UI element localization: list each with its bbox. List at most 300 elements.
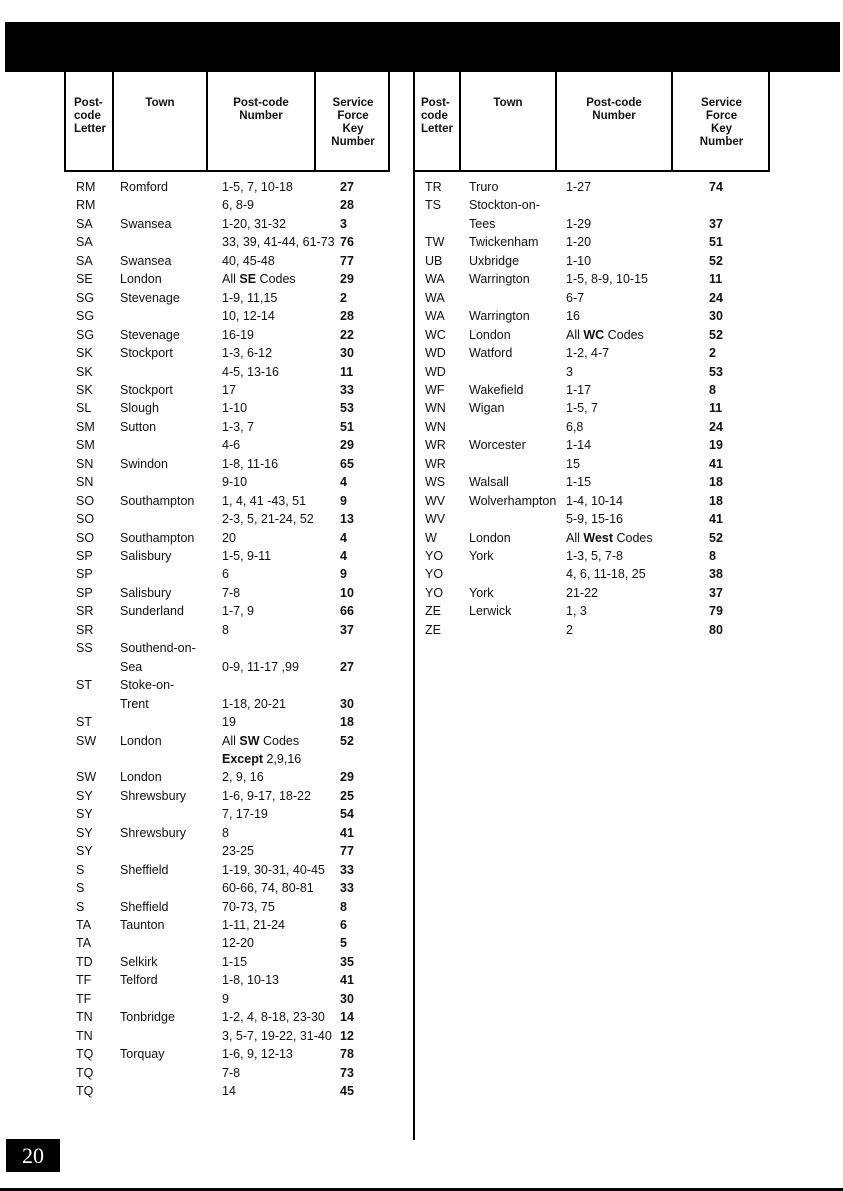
town: Sheffield [120,862,169,877]
service-force-key: 79 [709,604,723,619]
table-row [0,473,843,491]
postcode-number: 2, 9, 16 [222,770,264,785]
table-row [0,1045,843,1063]
postcode-number: 1-15 [222,954,248,969]
postcode-letter: S [76,881,85,896]
top-black-bar [5,22,840,72]
table-row [0,879,843,897]
postcode-letter: SW [76,770,97,785]
postcode-number: 1-3, 5, 7-8 [566,549,623,563]
town: Stockton-on- [469,198,540,213]
service-force-key: 14 [340,1010,354,1025]
postcode-letter: SS [76,641,93,656]
town: Selkirk [120,954,158,969]
postcode-number: 1-5, 7, 10-18 [222,180,293,194]
town: London [120,770,162,785]
postcode-letter: WC [425,327,446,342]
service-force-key: 41 [709,456,723,471]
postcode-number: 0-9, 11-17 ,99 [222,659,299,674]
table-row [0,695,843,713]
postcode-number: 1-20 [566,235,592,250]
service-force-key: 12 [340,1028,354,1043]
postcode-letter: SY [76,807,93,822]
postcode-number: 12-20 [222,936,254,951]
service-force-key: 53 [340,401,354,416]
postcode-number: 1-2, 4-7 [566,346,610,361]
town: Stockport [120,382,173,397]
page-number: 20 [6,1139,60,1172]
town: Shrewsbury [120,788,186,803]
postcode-number: 40, 45-48 [222,253,275,268]
postcode-number-suffix: Codes [613,530,653,545]
table-row [0,1064,843,1082]
town: Southend-on- [120,641,196,656]
postcode-letter: TA [76,936,92,951]
postcode-number-suffix: Codes [256,272,296,287]
postcode-number-prefix: All [222,733,240,748]
postcode-number: 15 [566,456,580,471]
service-force-key: 18 [340,715,354,730]
postcode-number: 1-7, 9 [222,604,254,619]
header-postcode-letter: Post- code Letter [421,97,453,135]
table-row [0,215,843,233]
postcode-number: 4, 6, 11-18, 25 [566,567,646,582]
postcode-number: 8 [222,825,229,840]
postcode-letter: TR [425,180,442,194]
table-row [0,565,843,583]
postcode-number: 3, 5-7, 19-22, 31-40 [222,1028,332,1043]
town: Stockport [120,346,173,361]
service-force-key: 4 [340,549,347,563]
service-force-key: 77 [340,844,354,859]
service-force-key: 45 [340,1084,354,1099]
table-row [0,178,843,196]
table-row [0,492,843,510]
town: Warrington [469,272,530,287]
table-row [0,805,843,823]
postcode-letter: SP [76,585,93,600]
town: Wakefield [469,382,524,397]
postcode-letter: YO [425,585,444,600]
postcode-letter: S [76,899,85,914]
service-force-key: 24 [709,290,723,305]
service-force-key: 54 [340,807,354,822]
postcode-letter: ZE [425,604,441,619]
table-row [0,621,843,639]
postcode-number: 6,8 [566,419,584,434]
table-row [0,787,843,805]
postcode-letter: SG [76,290,95,305]
postcode-letter: ST [76,678,92,693]
town: Lerwick [469,604,512,619]
postcode-number: 60-66, 74, 80-81 [222,881,314,896]
table-row [0,196,843,214]
postcode-number: 1-5, 7 [566,401,598,416]
service-force-key: 11 [340,364,354,379]
postcode-number: 8 [222,622,229,637]
service-force-key: 29 [340,770,354,785]
postcode-number [566,326,644,344]
postcode-number: 1-6, 9-17, 18-22 [222,788,311,803]
postcode-letter: SM [76,419,95,434]
postcode-number: 1-4, 10-14 [566,493,623,508]
postcode-number: 70-73, 75 [222,899,275,914]
header-service-force-key: Service Force Key Number [314,72,390,170]
service-force-key: 51 [340,419,354,434]
postcode-number: 19 [222,715,236,730]
postcode-number: 6, 8-9 [222,198,254,213]
service-force-key: 22 [340,327,354,342]
postcode-number: 1-5, 9-11 [222,549,272,563]
service-force-key: 53 [709,364,723,379]
town: Watford [469,346,513,361]
service-force-key: 29 [340,438,354,453]
service-force-key: 52 [709,253,723,268]
town: Warrington [469,309,530,324]
postcode-number: 1-6, 9, 12-13 [222,1047,293,1062]
service-force-key: 41 [340,825,354,840]
postcode-letter: WN [425,419,446,434]
postcode-letter: WD [425,364,446,379]
postcode-letter: W [425,530,437,545]
service-force-key: 30 [340,346,354,361]
service-force-key: 37 [340,622,354,637]
table-header-right [413,72,770,172]
table-row [0,399,843,417]
postcode-letter: SL [76,401,92,416]
service-force-key: 33 [340,382,354,397]
service-force-key: 77 [340,253,354,268]
town: Tonbridge [120,1010,175,1025]
service-force-key: 2 [340,290,347,305]
service-force-key: 29 [340,272,354,287]
postcode-letter: SK [76,382,93,397]
postcode-letter: SK [76,346,93,361]
postcode-number: 20 [222,530,236,545]
postcode-letter: TQ [76,1084,94,1099]
service-force-key: 78 [340,1047,354,1062]
postcode-number [222,732,299,750]
town: Sunderland [120,604,184,619]
postcode-number: 1-8, 10-13 [222,973,279,988]
postcode-number: 1-27 [566,180,592,194]
table-row [0,1082,843,1100]
postcode-number: 1-3, 6-12 [222,346,273,361]
header-postcode-letter: Post- code Letter [74,97,106,135]
postcode-number-bold: SE [239,272,257,287]
postcode-number-bold: SW [239,733,260,748]
postcode-letter: TN [76,1028,93,1043]
postcode-letter: WR [425,456,446,471]
postcode-number: 1-20, 31-32 [222,216,286,231]
postcode-number: 1-29 [566,216,592,231]
service-force-key: 41 [340,973,354,988]
table-row [0,510,843,528]
postcode-number: 1-15 [566,475,592,490]
town: Stevenage [120,290,180,305]
postcode-number: 1-11, 21-24 [222,918,286,932]
postcode-number: 7, 17-19 [222,807,268,822]
service-force-key: 33 [340,862,354,877]
postcode-letter: SR [76,604,94,619]
table-row [0,381,843,399]
postcode-letter: SG [76,327,95,342]
postcode-letter: WN [425,401,446,416]
service-force-key: 19 [709,438,723,453]
postcode-letter: TD [76,954,93,969]
town: Worcester [469,438,526,453]
service-force-key: 18 [709,493,723,508]
service-force-key: 30 [340,991,354,1006]
service-force-key: 52 [709,530,723,545]
town: London [469,530,511,545]
town: Wolverhampton [469,493,557,508]
postcode-letter: WA [425,290,445,305]
postcode-number: 1-19, 30-31, 40-45 [222,862,325,877]
service-force-key: 13 [340,512,354,527]
table-row [0,898,843,916]
postcode-letter: SM [76,438,95,453]
town: Shrewsbury [120,825,186,840]
header-service-force-key: Service Force Key Number [671,72,770,170]
service-force-key: 8 [340,899,347,914]
postcode-number: 1-17 [566,382,592,397]
table-row [0,1027,843,1045]
table-row [0,768,843,786]
postcode-letter: SN [76,456,94,471]
town: Trent [120,696,149,711]
town: Romford [120,180,168,194]
town: Swindon [120,456,168,471]
postcode-letter: RM [76,180,96,194]
table-row [0,436,843,454]
table-row [0,713,843,731]
postcode-number: 1-18, 20-21 [222,696,286,711]
table-header-left [64,72,390,172]
town: Stoke-on- [120,678,175,693]
town: York [469,585,494,600]
postcode-letter: S [76,862,85,877]
postcode-number-bold: WC [583,327,605,342]
table-row [0,732,843,750]
postcode-number: 1, 3 [566,604,587,619]
postcode-number-prefix: All [566,327,584,342]
service-force-key: 52 [709,327,723,342]
postcode-number: 1-14 [566,438,592,453]
postcode-letter: SY [76,825,93,840]
postcode-number: 2-3, 5, 21-24, 52 [222,512,314,527]
table-row [0,418,843,436]
postcode-letter: SO [76,512,95,527]
service-force-key: 41 [709,512,723,527]
table-row [0,824,843,842]
postcode-number: 1-8, 11-16 [222,456,279,471]
postcode-number: 7-8 [222,585,241,600]
service-force-key: 4 [340,475,347,490]
table-row [0,289,843,307]
postcode-number: 1-10 [566,253,592,268]
postcode-letter: TQ [76,1065,94,1080]
table-row [0,252,843,270]
postcode-number: 10, 12-14 [222,309,275,324]
postcode-letter: TF [76,973,92,988]
table-row [0,934,843,952]
service-force-key: 37 [709,585,723,600]
town: Salisbury [120,549,172,563]
service-force-key: 4 [340,530,347,545]
table-row [0,529,843,547]
town: Sutton [120,419,157,434]
table-row [0,639,843,657]
postcode-number-suffix: Codes [604,327,644,342]
postcode-number: 1-3, 7 [222,419,254,434]
town: Swansea [120,253,172,268]
postcode-letter: UB [425,253,443,268]
service-force-key: 76 [340,235,354,250]
service-force-key: 25 [340,788,354,803]
postcode-number: 1-10 [222,401,248,416]
postcode-letter: WA [425,272,445,287]
postcode-letter: TN [76,1010,93,1025]
table-row [0,233,843,251]
service-force-key: 51 [709,235,723,250]
postcode-number-prefix: All [566,530,584,545]
town: Swansea [120,216,172,231]
town: London [469,327,511,342]
postcode-letter: SO [76,493,95,508]
postcode-number [222,750,301,768]
service-force-key: 33 [340,881,354,896]
header-town: Town [112,72,206,170]
town: Torquay [120,1047,165,1062]
postcode-number: 1, 4, 41 -43, 51 [222,493,307,508]
service-force-key: 10 [340,585,354,600]
header-town: Town [459,72,555,170]
service-force-key: 11 [709,401,723,416]
postcode-letter: SG [76,309,95,324]
service-force-key: 80 [709,622,723,637]
service-force-key: 9 [340,493,347,508]
postcode-letter: WR [425,438,446,453]
town: Wigan [469,401,505,416]
postcode-number-bold: West [583,530,614,545]
postcode-number: 9-10 [222,475,248,490]
postcode-number: 16 [566,309,580,324]
postcode-letter: SN [76,475,94,490]
table-row [0,455,843,473]
table-row [0,916,843,934]
postcode-number: 6 [222,567,229,582]
table-row [0,971,843,989]
postcode-number-bold: Except [222,751,263,766]
town: Salisbury [120,585,172,600]
postcode-number: 1-5, 8-9, 10-15 [566,272,648,287]
postcode-letter: SR [76,622,94,637]
postcode-letter: WD [425,346,446,361]
service-force-key: 5 [340,936,347,951]
town: Southampton [120,530,195,545]
town: York [469,549,494,563]
postcode-letter: WA [425,309,445,324]
table-row [0,842,843,860]
service-force-key: 18 [709,475,723,490]
table-row [0,270,843,288]
postcode-number: 9 [222,991,229,1006]
service-force-key: 11 [709,272,723,287]
service-force-key: 3 [340,216,347,231]
table-row [0,953,843,971]
table-row [0,307,843,325]
postcode-letter: SP [76,549,93,563]
postcode-letter: SY [76,788,93,803]
postcode-number: 23-25 [222,844,254,859]
postcode-letter: TQ [76,1047,94,1062]
postcode-number [566,529,653,547]
postcode-letter: TF [76,991,92,1006]
service-force-key: 30 [340,696,354,711]
table-row [0,547,843,565]
table-row [0,584,843,602]
town: Southampton [120,493,195,508]
town: Truro [469,180,499,194]
postcode-letter: TW [425,235,445,250]
service-force-key: 27 [340,659,354,674]
postcode-letter: WV [425,493,446,508]
postcode-number: 6-7 [566,290,585,305]
postcode-letter: SA [76,253,93,268]
town: Sea [120,659,143,674]
town: Sheffield [120,899,169,914]
postcode-letter: WS [425,475,446,490]
postcode-number: 33, 39, 41-44, 61-73 [222,235,335,250]
postcode-number: 4-5, 13-16 [222,364,279,379]
postcode-number: 14 [222,1084,236,1099]
postcode-number: 1-2, 4, 8-18, 23-30 [222,1010,325,1025]
postcode-letter: SE [76,272,93,287]
service-force-key: 35 [340,954,354,969]
town: Tees [469,216,496,231]
postcode-number: 7-8 [222,1065,241,1080]
postcode-letter: YO [425,549,444,563]
town: Uxbridge [469,253,520,268]
service-force-key: 28 [340,198,354,213]
service-force-key: 66 [340,604,354,619]
service-force-key: 65 [340,456,354,471]
postcode-letter: SO [76,530,95,545]
service-force-key: 37 [709,216,723,231]
postcode-number: 2 [566,622,573,637]
table-row [0,602,843,620]
service-force-key: 8 [709,382,716,397]
postcode-number: 3 [566,364,573,379]
table-row [0,750,843,768]
town: Stevenage [120,327,180,342]
service-force-key: 6 [340,918,347,932]
postcode-number: 5-9, 15-16 [566,512,623,527]
table-row [0,326,843,344]
postcode-number: 17 [222,382,236,397]
postcode-number-suffix: 2,9,16 [263,751,302,766]
postcode-number-suffix: Codes [259,733,300,748]
service-force-key: 28 [340,309,354,324]
table-row [0,861,843,879]
service-force-key: 27 [340,180,354,194]
service-force-key: 24 [709,419,723,434]
table-row [0,344,843,362]
town: Walsall [469,475,509,490]
table-row [0,676,843,694]
header-postcode-number: Post-code Number [555,72,671,170]
